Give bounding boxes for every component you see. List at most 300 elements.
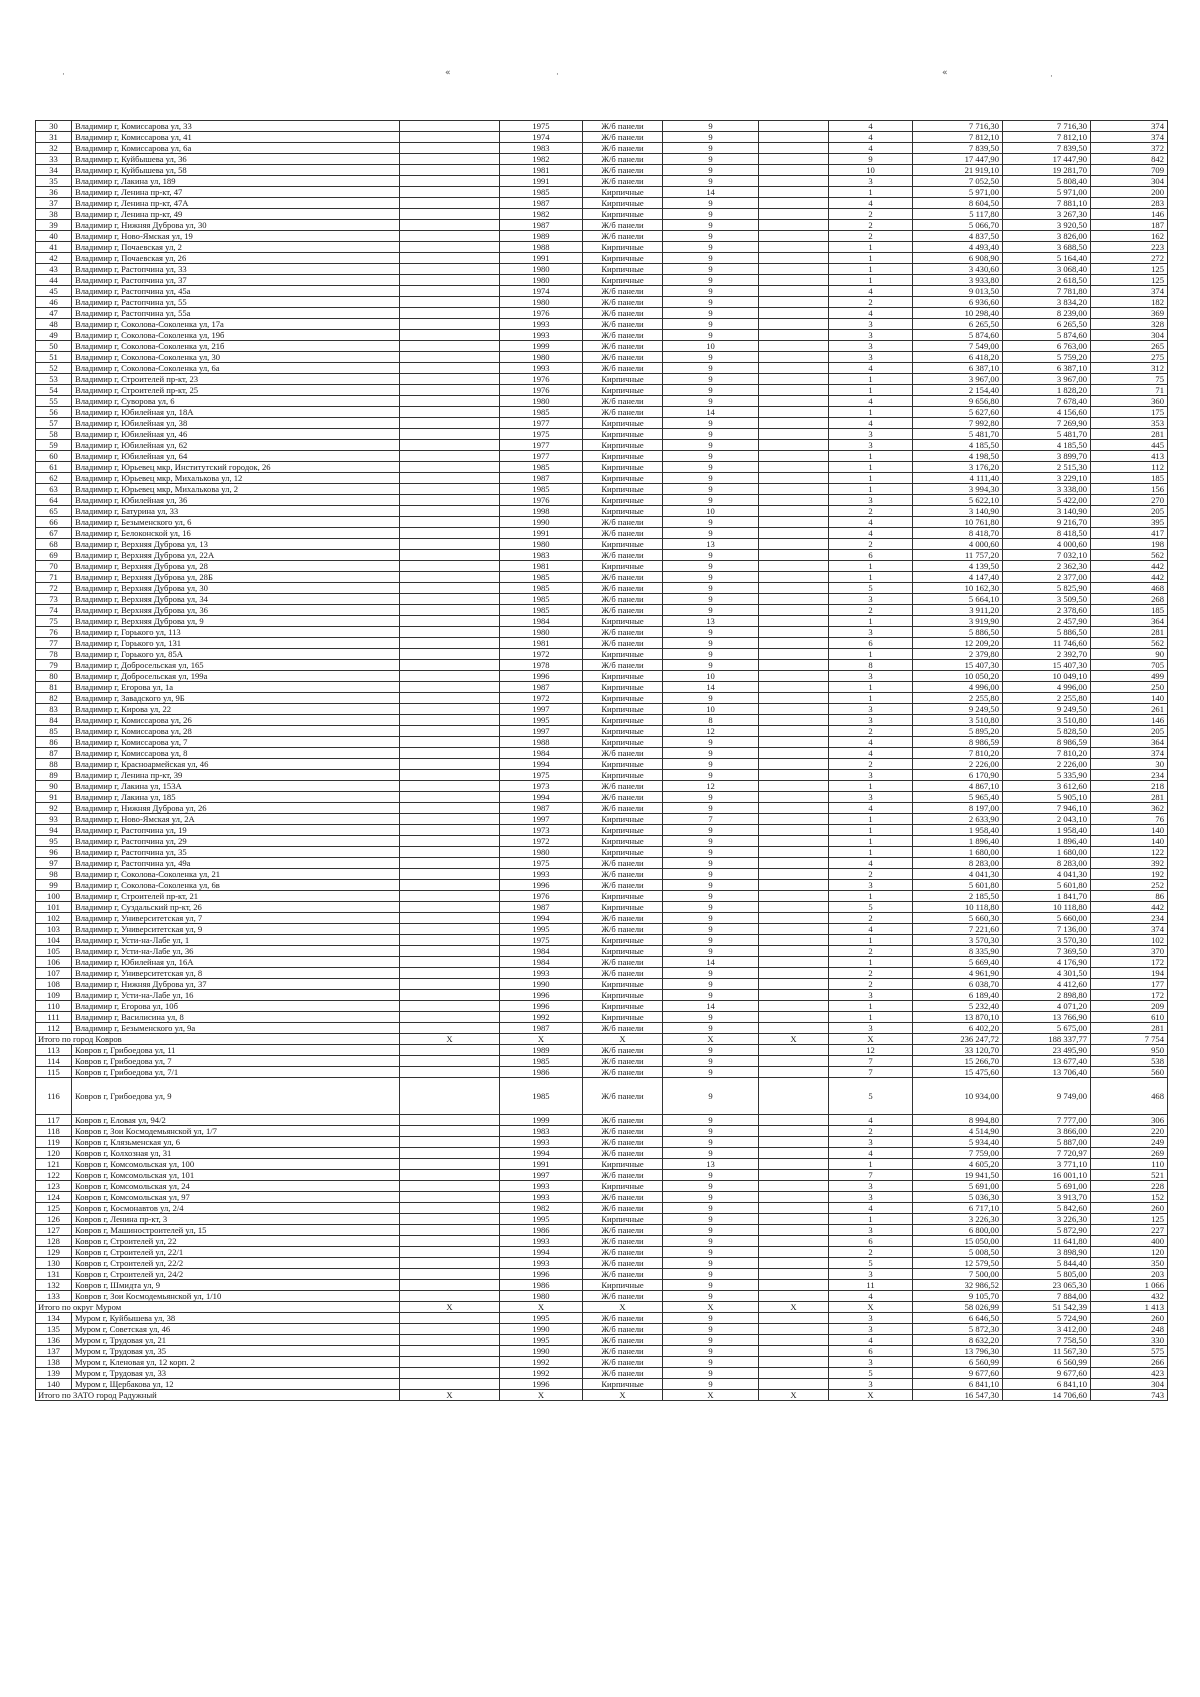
table-row — [36, 891, 1168, 902]
row-number: 38 — [36, 209, 72, 220]
row-year: 1982 — [500, 1203, 583, 1214]
row-entrances: 1 — [829, 957, 913, 968]
row-year: 1980 — [500, 297, 583, 308]
row-blank-cell — [400, 583, 500, 594]
row-floors: 9 — [663, 1236, 759, 1247]
row-living-area: 2 898,80 — [1003, 990, 1091, 1001]
row-number: 31 — [36, 132, 72, 143]
row-total-area: 5 934,40 — [913, 1137, 1003, 1148]
row-number: 54 — [36, 385, 72, 396]
row-address: Владимир г, Егорова ул, 1а — [72, 682, 400, 693]
row-blank-cell — [759, 814, 829, 825]
row-blank-cell — [759, 1335, 829, 1346]
table-row — [36, 825, 1168, 836]
row-blank-cell — [759, 462, 829, 473]
row-entrances: 11 — [829, 1280, 913, 1291]
row-total-area: 6 560,99 — [913, 1357, 1003, 1368]
row-blank-cell — [759, 1214, 829, 1225]
table-row — [36, 242, 1168, 253]
row-year: 1976 — [500, 374, 583, 385]
row-floors: 9 — [663, 737, 759, 748]
row-floors: 9 — [663, 627, 759, 638]
row-entrances: 1 — [829, 814, 913, 825]
row-residents: 413 — [1091, 451, 1168, 462]
row-total-area: 4 111,40 — [913, 473, 1003, 484]
row-blank-cell — [400, 374, 500, 385]
row-blank-cell — [759, 649, 829, 660]
row-address: Владимир г, Верхняя Дуброва ул, 30 — [72, 583, 400, 594]
table-row — [36, 726, 1168, 737]
row-living-area: 3 510,80 — [1003, 715, 1091, 726]
row-address: Владимир г, Соколова-Соколенка ул, 21 — [72, 869, 400, 880]
row-entrances: 3 — [829, 715, 913, 726]
row-number: 101 — [36, 902, 72, 913]
row-address: Владимир г, Юрьевец мкр, Михалькова ул, 2 — [72, 484, 400, 495]
subtotal-living-area: 188 337,77 — [1003, 1034, 1091, 1045]
row-floors: 9 — [663, 1379, 759, 1390]
row-floors: 9 — [663, 275, 759, 286]
row-number: 123 — [36, 1181, 72, 1192]
row-wall-material: Ж/б панели — [583, 1056, 663, 1067]
row-living-area: 5 164,40 — [1003, 253, 1091, 264]
row-address: Владимир г, Верхняя Дуброва ул, 22А — [72, 550, 400, 561]
row-year: 1993 — [500, 869, 583, 880]
row-number: 52 — [36, 363, 72, 374]
row-floors: 9 — [663, 121, 759, 132]
row-year: 1990 — [500, 979, 583, 990]
row-entrances: 1 — [829, 187, 913, 198]
row-blank-cell — [759, 275, 829, 286]
row-entrances: 3 — [829, 594, 913, 605]
row-total-area: 3 226,30 — [913, 1214, 1003, 1225]
row-living-area: 1 896,40 — [1003, 836, 1091, 847]
row-total-area: 10 162,30 — [913, 583, 1003, 594]
row-number: 43 — [36, 264, 72, 275]
row-address: Ковров г, Грибоедова ул, 11 — [72, 1045, 400, 1056]
row-address: Владимир г, Соколова-Соколенка ул, 17а — [72, 319, 400, 330]
row-residents: 442 — [1091, 902, 1168, 913]
row-address: Ковров г, Комсомольская ул, 100 — [72, 1159, 400, 1170]
row-floors: 9 — [663, 352, 759, 363]
row-total-area: 5 895,20 — [913, 726, 1003, 737]
row-living-area: 23 495,90 — [1003, 1045, 1091, 1056]
row-wall-material: Кирпичные — [583, 770, 663, 781]
row-floors: 9 — [663, 1023, 759, 1034]
row-living-area: 3 338,00 — [1003, 484, 1091, 495]
row-year: 1984 — [500, 957, 583, 968]
row-number: 36 — [36, 187, 72, 198]
row-wall-material: Ж/б панели — [583, 1045, 663, 1056]
row-living-area: 2 255,80 — [1003, 693, 1091, 704]
row-blank-cell — [759, 693, 829, 704]
row-wall-material: Ж/б панели — [583, 308, 663, 319]
row-blank-cell — [759, 781, 829, 792]
row-blank-cell — [759, 803, 829, 814]
row-floors: 9 — [663, 946, 759, 957]
row-floors: 9 — [663, 385, 759, 396]
row-entrances: 4 — [829, 308, 913, 319]
row-address: Владимир г, Почаевская ул, 2 — [72, 242, 400, 253]
row-living-area: 2 515,30 — [1003, 462, 1091, 473]
row-floors: 9 — [663, 1012, 759, 1023]
row-blank-cell — [759, 1280, 829, 1291]
row-address: Муром г, Кленовая ул, 12 корп. 2 — [72, 1357, 400, 1368]
row-blank-cell — [759, 1056, 829, 1067]
row-year: 1983 — [500, 550, 583, 561]
subtotal-x: X — [829, 1390, 913, 1401]
row-blank-cell — [400, 616, 500, 627]
row-blank-cell — [759, 1067, 829, 1078]
row-floors: 14 — [663, 957, 759, 968]
row-total-area: 9 105,70 — [913, 1291, 1003, 1302]
subtotal-x: X — [829, 1034, 913, 1045]
row-total-area: 2 633,90 — [913, 814, 1003, 825]
row-year: 1993 — [500, 319, 583, 330]
row-year: 1975 — [500, 429, 583, 440]
row-address: Владимир г, Верхняя Дуброва ул, 28Б — [72, 572, 400, 583]
row-wall-material: Ж/б панели — [583, 594, 663, 605]
row-living-area: 7 812,10 — [1003, 132, 1091, 143]
row-entrances: 1 — [829, 781, 913, 792]
table-row — [36, 1115, 1168, 1126]
row-blank-cell — [400, 1236, 500, 1247]
scan-mark: · — [556, 70, 559, 80]
row-blank-cell — [759, 396, 829, 407]
row-living-area: 7 136,00 — [1003, 924, 1091, 935]
row-number: 75 — [36, 616, 72, 627]
row-blank-cell — [400, 451, 500, 462]
row-entrances: 1 — [829, 693, 913, 704]
row-living-area: 5 691,00 — [1003, 1181, 1091, 1192]
row-living-area: 7 884,00 — [1003, 1291, 1091, 1302]
subtotal-x: X — [400, 1302, 500, 1313]
row-floors: 9 — [663, 693, 759, 704]
row-blank-cell — [400, 913, 500, 924]
row-number: 79 — [36, 660, 72, 671]
row-blank-cell — [400, 187, 500, 198]
row-total-area: 4 139,50 — [913, 561, 1003, 572]
row-blank-cell — [400, 561, 500, 572]
row-entrances: 1 — [829, 462, 913, 473]
row-living-area: 5 601,80 — [1003, 880, 1091, 891]
row-wall-material: Ж/б панели — [583, 792, 663, 803]
row-blank-cell — [759, 1247, 829, 1258]
row-wall-material: Ж/б панели — [583, 1291, 663, 1302]
row-number: 40 — [36, 231, 72, 242]
row-year: 1993 — [500, 1181, 583, 1192]
subtotal-x: X — [829, 1302, 913, 1313]
row-living-area: 13 706,40 — [1003, 1067, 1091, 1078]
row-number: 97 — [36, 858, 72, 869]
subtotal-living-area: 14 706,60 — [1003, 1390, 1091, 1401]
row-floors: 9 — [663, 759, 759, 770]
row-blank-cell — [400, 946, 500, 957]
row-number: 55 — [36, 396, 72, 407]
row-wall-material: Кирпичные — [583, 440, 663, 451]
subtotal-x: X — [663, 1390, 759, 1401]
row-residents: 223 — [1091, 242, 1168, 253]
row-entrances: 3 — [829, 1181, 913, 1192]
row-wall-material: Кирпичные — [583, 616, 663, 627]
row-address: Владимир г, Комиссарова ул, 26 — [72, 715, 400, 726]
row-total-area: 8 335,90 — [913, 946, 1003, 957]
table-row — [36, 561, 1168, 572]
row-wall-material: Ж/б панели — [583, 1067, 663, 1078]
row-floors: 9 — [663, 1346, 759, 1357]
row-wall-material: Кирпичные — [583, 253, 663, 264]
row-number: 132 — [36, 1280, 72, 1291]
row-total-area: 7 839,50 — [913, 143, 1003, 154]
table-row — [36, 330, 1168, 341]
table-row — [36, 1012, 1168, 1023]
row-blank-cell — [400, 407, 500, 418]
row-blank-cell — [759, 220, 829, 231]
row-wall-material: Кирпичные — [583, 275, 663, 286]
row-blank-cell — [400, 242, 500, 253]
row-floors: 9 — [663, 1192, 759, 1203]
row-year: 1993 — [500, 363, 583, 374]
row-year: 1981 — [500, 638, 583, 649]
row-living-area: 5 759,20 — [1003, 352, 1091, 363]
row-blank-cell — [759, 1148, 829, 1159]
row-blank-cell — [759, 506, 829, 517]
row-wall-material: Кирпичные — [583, 264, 663, 275]
table-row — [36, 1236, 1168, 1247]
row-living-area: 1 680,00 — [1003, 847, 1091, 858]
row-living-area: 2 362,30 — [1003, 561, 1091, 572]
row-wall-material: Ж/б панели — [583, 1368, 663, 1379]
row-year: 1993 — [500, 1258, 583, 1269]
row-number: 76 — [36, 627, 72, 638]
row-number: 49 — [36, 330, 72, 341]
row-floors: 9 — [663, 1126, 759, 1137]
row-floors: 9 — [663, 979, 759, 990]
table-row — [36, 1023, 1168, 1034]
row-total-area: 11 757,20 — [913, 550, 1003, 561]
row-wall-material: Ж/б панели — [583, 1357, 663, 1368]
row-year: 1980 — [500, 396, 583, 407]
row-floors: 9 — [663, 1067, 759, 1078]
row-entrances: 5 — [829, 902, 913, 913]
row-blank-cell — [400, 473, 500, 484]
table-row — [36, 1137, 1168, 1148]
row-blank-cell — [759, 946, 829, 957]
row-floors: 9 — [663, 484, 759, 495]
row-blank-cell — [400, 1368, 500, 1379]
row-number: 111 — [36, 1012, 72, 1023]
row-address: Ковров г, Шмидта ул, 9 — [72, 1280, 400, 1291]
row-total-area: 3 510,80 — [913, 715, 1003, 726]
row-living-area: 5 422,00 — [1003, 495, 1091, 506]
row-entrances: 2 — [829, 913, 913, 924]
row-blank-cell — [759, 858, 829, 869]
row-address: Владимир г, Горького ул, 131 — [72, 638, 400, 649]
row-residents: 468 — [1091, 583, 1168, 594]
row-floors: 9 — [663, 374, 759, 385]
row-year: 1985 — [500, 605, 583, 616]
row-number: 42 — [36, 253, 72, 264]
row-total-area: 17 447,90 — [913, 154, 1003, 165]
row-residents: 374 — [1091, 121, 1168, 132]
row-address: Владимир г, Верхняя Дуброва ул, 36 — [72, 605, 400, 616]
row-total-area: 9 013,50 — [913, 286, 1003, 297]
row-number: 69 — [36, 550, 72, 561]
row-year: 1987 — [500, 803, 583, 814]
row-blank-cell — [400, 418, 500, 429]
row-blank-cell — [759, 715, 829, 726]
row-residents: 304 — [1091, 1379, 1168, 1390]
row-entrances: 7 — [829, 1170, 913, 1181]
row-living-area: 7 839,50 — [1003, 143, 1091, 154]
row-entrances: 3 — [829, 671, 913, 682]
row-year: 1992 — [500, 1368, 583, 1379]
row-number: 107 — [36, 968, 72, 979]
row-year: 1997 — [500, 704, 583, 715]
row-entrances: 3 — [829, 1379, 913, 1390]
row-number: 72 — [36, 583, 72, 594]
row-blank-cell — [400, 1056, 500, 1067]
row-entrances: 2 — [829, 869, 913, 880]
row-wall-material: Ж/б панели — [583, 396, 663, 407]
row-number: 138 — [36, 1357, 72, 1368]
row-entrances: 6 — [829, 1346, 913, 1357]
row-floors: 9 — [663, 462, 759, 473]
row-wall-material: Ж/б панели — [583, 627, 663, 638]
row-living-area: 4 000,60 — [1003, 539, 1091, 550]
row-wall-material: Кирпичные — [583, 1181, 663, 1192]
row-total-area: 5 232,40 — [913, 1001, 1003, 1012]
row-floors: 9 — [663, 297, 759, 308]
row-blank-cell — [400, 594, 500, 605]
row-floors: 9 — [663, 319, 759, 330]
row-residents: 281 — [1091, 627, 1168, 638]
row-floors: 9 — [663, 1280, 759, 1291]
row-address: Ковров г, Строителей ул, 24/2 — [72, 1269, 400, 1280]
row-blank-cell — [759, 682, 829, 693]
row-number: 128 — [36, 1236, 72, 1247]
row-number: 86 — [36, 737, 72, 748]
row-number: 51 — [36, 352, 72, 363]
row-wall-material: Кирпичные — [583, 891, 663, 902]
row-total-area: 6 038,70 — [913, 979, 1003, 990]
row-total-area: 19 941,50 — [913, 1170, 1003, 1181]
row-blank-cell — [759, 440, 829, 451]
row-entrances: 1 — [829, 1012, 913, 1023]
row-wall-material: Ж/б панели — [583, 1192, 663, 1203]
row-residents: 86 — [1091, 891, 1168, 902]
row-blank-cell — [400, 264, 500, 275]
row-blank-cell — [400, 891, 500, 902]
subtotal-residents: 1 413 — [1091, 1302, 1168, 1313]
row-year: 1981 — [500, 561, 583, 572]
row-entrances: 1 — [829, 1214, 913, 1225]
row-wall-material: Ж/б панели — [583, 803, 663, 814]
row-address: Владимир г, Нижняя Дуброва ул, 37 — [72, 979, 400, 990]
table-row — [36, 506, 1168, 517]
row-total-area: 10 050,20 — [913, 671, 1003, 682]
row-floors: 9 — [663, 858, 759, 869]
row-living-area: 4 185,50 — [1003, 440, 1091, 451]
row-floors: 9 — [663, 770, 759, 781]
row-year: 1977 — [500, 440, 583, 451]
row-floors: 9 — [663, 1137, 759, 1148]
row-year: 1980 — [500, 275, 583, 286]
row-blank-cell — [759, 836, 829, 847]
row-total-area: 4 867,10 — [913, 781, 1003, 792]
row-year: 1975 — [500, 770, 583, 781]
row-entrances: 1 — [829, 484, 913, 495]
row-address: Владимир г, Лакина ул, 185 — [72, 792, 400, 803]
row-residents: 152 — [1091, 1192, 1168, 1203]
row-floors: 9 — [663, 143, 759, 154]
row-residents: 125 — [1091, 264, 1168, 275]
row-residents: 220 — [1091, 1126, 1168, 1137]
row-living-area: 19 281,70 — [1003, 165, 1091, 176]
row-residents: 76 — [1091, 814, 1168, 825]
row-wall-material: Ж/б панели — [583, 638, 663, 649]
row-address: Владимир г, Растопчина ул, 19 — [72, 825, 400, 836]
row-blank-cell — [759, 957, 829, 968]
row-residents: 125 — [1091, 1214, 1168, 1225]
row-entrances: 2 — [829, 946, 913, 957]
row-number: 84 — [36, 715, 72, 726]
row-blank-cell — [400, 1192, 500, 1203]
table-row — [36, 792, 1168, 803]
row-residents: 227 — [1091, 1225, 1168, 1236]
row-blank-cell — [400, 902, 500, 913]
row-address: Владимир г, Верхняя Дуброва ул, 13 — [72, 539, 400, 550]
row-entrances: 2 — [829, 297, 913, 308]
row-blank-cell — [759, 847, 829, 858]
row-floors: 9 — [663, 880, 759, 891]
table-row — [36, 1148, 1168, 1159]
row-living-area: 3 771,10 — [1003, 1159, 1091, 1170]
row-floors: 12 — [663, 781, 759, 792]
row-living-area: 8 418,50 — [1003, 528, 1091, 539]
row-blank-cell — [400, 1159, 500, 1170]
row-year: 1987 — [500, 220, 583, 231]
row-wall-material: Ж/б панели — [583, 121, 663, 132]
row-blank-cell — [400, 935, 500, 946]
row-total-area: 15 050,00 — [913, 1236, 1003, 1247]
row-residents: 172 — [1091, 957, 1168, 968]
row-address: Владимир г, Растопчина ул, 33 — [72, 264, 400, 275]
table-row — [36, 924, 1168, 935]
row-number: 73 — [36, 594, 72, 605]
row-floors: 9 — [663, 363, 759, 374]
row-address: Владимир г, Юбилейная ул, 62 — [72, 440, 400, 451]
row-blank-cell — [400, 154, 500, 165]
row-residents: 172 — [1091, 990, 1168, 1001]
row-wall-material: Ж/б панели — [583, 1236, 663, 1247]
row-floors: 12 — [663, 726, 759, 737]
row-floors: 9 — [663, 286, 759, 297]
row-living-area: 5 805,00 — [1003, 1269, 1091, 1280]
row-year: 1981 — [500, 165, 583, 176]
row-blank-cell — [400, 539, 500, 550]
row-blank-cell — [400, 385, 500, 396]
row-address: Владимир г, Лакина ул, 153А — [72, 781, 400, 792]
row-wall-material: Кирпичные — [583, 462, 663, 473]
row-number: 114 — [36, 1056, 72, 1067]
row-entrances: 4 — [829, 517, 913, 528]
row-entrances: 6 — [829, 550, 913, 561]
table-row — [36, 528, 1168, 539]
row-floors: 14 — [663, 407, 759, 418]
row-residents: 445 — [1091, 440, 1168, 451]
row-blank-cell — [400, 1170, 500, 1181]
row-floors: 9 — [663, 847, 759, 858]
